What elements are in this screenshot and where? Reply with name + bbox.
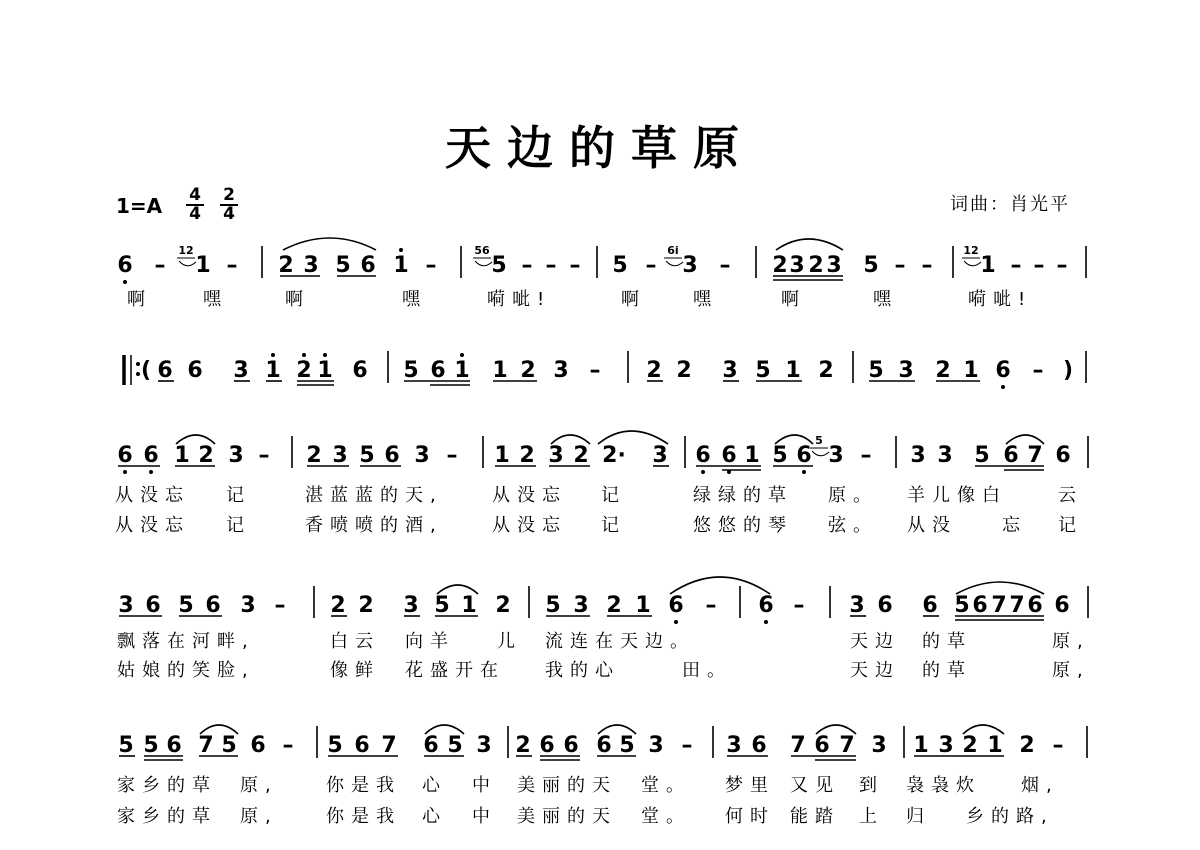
note: 6	[145, 593, 161, 618]
note: 6	[596, 733, 612, 758]
note: –	[681, 733, 693, 758]
note: 5	[359, 443, 375, 468]
note: –	[589, 358, 601, 383]
note: 2	[358, 593, 374, 618]
lyric: 袅袅炊	[906, 775, 981, 796]
note: 7	[790, 733, 806, 758]
note: 1	[195, 253, 211, 278]
note: 6	[117, 253, 133, 278]
note: 3	[828, 443, 844, 468]
octave-up-dot	[323, 353, 327, 357]
note: 7	[381, 733, 397, 758]
lyric: 忘	[1002, 515, 1027, 536]
note: 5	[545, 593, 561, 618]
lyric: 心	[422, 806, 447, 827]
score-row	[117, 726, 1087, 827]
lyric: 向羊	[405, 631, 455, 652]
lyric: 家乡的草	[117, 775, 217, 796]
note: 6	[695, 443, 711, 468]
note: 2	[296, 358, 312, 383]
lyric: 嘿	[873, 289, 898, 310]
note: 1	[494, 443, 510, 468]
lyric: 记	[226, 485, 251, 506]
lyric: 你是我	[326, 806, 401, 827]
note: 3	[648, 733, 664, 758]
note: 2	[935, 358, 951, 383]
lyric: 记	[226, 515, 251, 536]
song-title: 天边的草原	[445, 121, 755, 175]
octave-down-dot	[674, 620, 678, 624]
lyric: 啊	[781, 289, 806, 310]
octave-down-dot	[123, 470, 127, 474]
score-row	[124, 351, 1086, 389]
lyric: 姑娘的笑脸,	[117, 660, 255, 681]
note: 2	[495, 593, 511, 618]
lyric: 的草	[922, 631, 972, 652]
note: –	[705, 593, 717, 618]
note: –	[719, 253, 731, 278]
note: 2	[1019, 733, 1035, 758]
note: 6	[250, 733, 266, 758]
note: 6	[995, 358, 1011, 383]
lyric: 何时	[725, 806, 775, 827]
score-row	[117, 586, 1090, 681]
note: 1	[963, 358, 979, 383]
repeat-dot	[136, 372, 140, 376]
lyric: 香喷喷的酒,	[305, 515, 443, 536]
note: 1	[174, 443, 190, 468]
lyric: 你是我	[326, 775, 401, 796]
octave-down-dot	[802, 470, 806, 474]
grace-note: 12	[963, 244, 979, 257]
note: 5	[612, 253, 628, 278]
octave-down-dot	[123, 280, 127, 284]
time-signature-numerator: 2	[223, 185, 235, 205]
note: –	[793, 593, 805, 618]
lyric: 田。	[682, 660, 732, 681]
note: 1	[461, 593, 477, 618]
beams-and-slurs	[118, 238, 1044, 760]
note: 5	[221, 733, 237, 758]
note: –	[894, 253, 906, 278]
note: 2	[573, 443, 589, 468]
octave-down-dot	[701, 470, 705, 474]
note: 3	[682, 253, 698, 278]
note: 2·	[602, 443, 626, 468]
note: 1	[913, 733, 929, 758]
note: –	[226, 253, 238, 278]
note: 2	[962, 733, 978, 758]
lyric: 烟,	[1021, 775, 1059, 796]
note: 5	[447, 733, 463, 758]
note: 6	[1027, 593, 1043, 618]
lyric: 天边	[850, 631, 900, 652]
lyric: 原,	[1052, 631, 1090, 652]
note: 5	[143, 733, 159, 758]
grace-slur	[812, 451, 829, 456]
note: 6	[796, 443, 812, 468]
lyric: 白云	[330, 631, 380, 652]
note: 3	[722, 358, 738, 383]
lyric: 云	[1058, 485, 1083, 506]
note: 5	[491, 253, 507, 278]
note: 5	[327, 733, 343, 758]
grace-slur	[475, 261, 492, 266]
octave-up-dot	[271, 353, 275, 357]
note: 6	[668, 593, 684, 618]
note: 5	[335, 253, 351, 278]
lyric: 乡的路,	[966, 806, 1054, 827]
note: 5	[403, 358, 419, 383]
lyric: 从没忘	[492, 485, 567, 506]
note: 3	[332, 443, 348, 468]
lyric: 梦里	[725, 775, 775, 796]
note: 6	[157, 358, 173, 383]
lyric: 的草	[922, 660, 972, 681]
note: 7	[1009, 593, 1025, 618]
note: –	[425, 253, 437, 278]
note: 2	[306, 443, 322, 468]
lyric: 家乡的草	[117, 806, 217, 827]
note: 6	[758, 593, 774, 618]
note: 1	[980, 253, 996, 278]
lyric: 天边	[850, 660, 900, 681]
lyric: 湛蓝蓝的天,	[305, 485, 443, 506]
note: 6	[814, 733, 830, 758]
note: 3	[652, 443, 668, 468]
note: 5	[863, 253, 879, 278]
note: –	[921, 253, 933, 278]
octave-up-dot	[399, 248, 403, 252]
note: 6	[1003, 443, 1019, 468]
lyric: 原,	[1052, 660, 1090, 681]
note: 7	[839, 733, 855, 758]
note: 2	[519, 443, 535, 468]
lyric: 弦。	[828, 515, 878, 536]
note: 2	[646, 358, 662, 383]
note: 5	[434, 593, 450, 618]
note: 2	[198, 443, 214, 468]
note: 6	[205, 593, 221, 618]
lyric: 记	[601, 515, 626, 536]
lyric: 我的心	[545, 660, 620, 681]
note: 1	[492, 358, 508, 383]
lyric: 像鲜	[330, 660, 380, 681]
note: 2	[330, 593, 346, 618]
note: 3	[233, 358, 249, 383]
octave-down-dot	[764, 620, 768, 624]
lyric: 从没忘	[492, 515, 567, 536]
note: –	[274, 593, 286, 618]
note: 6	[166, 733, 182, 758]
note: 1	[265, 358, 281, 383]
lyric: 从没忘	[115, 515, 190, 536]
note: –	[1033, 253, 1045, 278]
time-signature-denominator: 4	[223, 204, 235, 224]
note: 6	[922, 593, 938, 618]
time-signature-denominator: 4	[189, 204, 201, 224]
note: 7	[198, 733, 214, 758]
lyric: 从没	[907, 515, 957, 536]
score-row	[117, 244, 1086, 310]
lyric: 堂。	[641, 775, 691, 796]
lyric: 从没忘	[115, 485, 190, 506]
lyric: 嗬呲!	[968, 289, 1033, 310]
time-signature-numerator: 4	[189, 185, 201, 205]
note: 3	[573, 593, 589, 618]
note: –	[1010, 253, 1022, 278]
note: 5	[619, 733, 635, 758]
note: 3	[553, 358, 569, 383]
note: 5	[178, 593, 194, 618]
lyric: 原,	[240, 775, 278, 796]
note: 3	[938, 733, 954, 758]
note: 6	[117, 443, 133, 468]
lyric: 啊	[621, 289, 646, 310]
note: 1	[317, 358, 333, 383]
note: 1	[635, 593, 651, 618]
octave-up-dot	[302, 353, 306, 357]
octave-down-dot	[1001, 385, 1005, 389]
note: 3	[476, 733, 492, 758]
note: 2	[515, 733, 531, 758]
lyric: 堂。	[641, 806, 691, 827]
lyric: 记	[601, 485, 626, 506]
note: –	[569, 253, 581, 278]
note: 7	[991, 593, 1007, 618]
lyric: 嘿	[203, 289, 228, 310]
note: –	[521, 253, 533, 278]
note: 2	[818, 358, 834, 383]
lyric: 记	[1058, 515, 1083, 536]
note: 2	[772, 253, 788, 278]
note: 6	[423, 733, 439, 758]
lyric: 飘落在河畔,	[117, 631, 255, 652]
note: 3	[548, 443, 564, 468]
note: 3	[789, 253, 805, 278]
note: 2	[676, 358, 692, 383]
score-row	[115, 434, 1088, 536]
note: –	[446, 443, 458, 468]
lyric: 花盛开在	[405, 660, 505, 681]
note: 3	[910, 443, 926, 468]
note: 6	[143, 443, 159, 468]
note: 6	[751, 733, 767, 758]
lyric: 悠悠的琴	[693, 515, 793, 536]
note: –	[860, 443, 872, 468]
note: –	[645, 253, 657, 278]
note: 3	[414, 443, 430, 468]
note: 1	[987, 733, 1003, 758]
note: 6	[360, 253, 376, 278]
lyric: 原。	[828, 485, 878, 506]
note: 6	[1054, 593, 1070, 618]
lyric: 美丽的天	[517, 775, 617, 796]
lyric: 心	[422, 775, 447, 796]
note: 2	[808, 253, 824, 278]
note: 1	[393, 253, 409, 278]
note: –	[282, 733, 294, 758]
lyric: 绿绿的草	[693, 485, 793, 506]
repeat-dot	[136, 362, 140, 366]
note: 6	[187, 358, 203, 383]
lyric: 到	[859, 775, 884, 796]
note: 3	[871, 733, 887, 758]
note: 6	[877, 593, 893, 618]
note: 5	[772, 443, 788, 468]
note: 6	[563, 733, 579, 758]
octave-up-dot	[460, 353, 464, 357]
note: )	[1062, 358, 1074, 383]
note: 5	[954, 593, 970, 618]
note: 1	[785, 358, 801, 383]
lyric: 羊儿像白	[907, 485, 1007, 506]
lyric: 啊	[127, 289, 152, 310]
note: (	[140, 358, 152, 383]
note: 3	[849, 593, 865, 618]
lyric: 原,	[240, 806, 278, 827]
notation-rows	[115, 244, 1090, 827]
note: –	[258, 443, 270, 468]
lyric: 中	[472, 775, 497, 796]
grace-slur	[179, 261, 196, 266]
note: 3	[726, 733, 742, 758]
note: 6	[384, 443, 400, 468]
note: 6	[539, 733, 555, 758]
note: 2	[606, 593, 622, 618]
grace-slur	[964, 261, 981, 266]
lyric: 嘿	[402, 289, 427, 310]
lyric: 上	[859, 806, 884, 827]
lyric: 嘿	[693, 289, 718, 310]
note: –	[1056, 253, 1068, 278]
note: 2	[278, 253, 294, 278]
note: 5	[118, 733, 134, 758]
note: 5	[755, 358, 771, 383]
grace-slur	[666, 261, 683, 266]
grace-note: 5	[815, 434, 823, 447]
note: 3	[118, 593, 134, 618]
note: 3	[228, 443, 244, 468]
note: 2	[520, 358, 536, 383]
octave-down-dot	[727, 470, 731, 474]
lyric: 归	[906, 806, 931, 827]
note: 1	[454, 358, 470, 383]
note: 3	[240, 593, 256, 618]
grace-note: 12	[178, 244, 194, 257]
lyric: 啊	[285, 289, 310, 310]
note: 6	[1055, 443, 1071, 468]
key-signature: 1=A	[116, 194, 163, 218]
lyric: 流连在天边。	[545, 631, 695, 652]
note: 6	[352, 358, 368, 383]
lyric: 中	[472, 806, 497, 827]
note: 3	[303, 253, 319, 278]
lyric: 美丽的天	[517, 806, 617, 827]
grace-note: 6i	[667, 244, 679, 257]
note: 3	[403, 593, 419, 618]
lyric: 嗬呲!	[487, 289, 552, 310]
note: 6	[721, 443, 737, 468]
note: 6	[972, 593, 988, 618]
lyric: 儿	[497, 631, 522, 652]
note: 1	[744, 443, 760, 468]
lyric: 能踏	[790, 806, 840, 827]
note: 5	[868, 358, 884, 383]
note: –	[545, 253, 557, 278]
note: 3	[898, 358, 914, 383]
note: 3	[937, 443, 953, 468]
grace-note: 56	[474, 244, 490, 257]
note: 7	[1027, 443, 1043, 468]
note: –	[1032, 358, 1044, 383]
note: 6	[430, 358, 446, 383]
lyric: 又见	[790, 775, 840, 796]
composer-credit: 词曲：肖光平	[950, 194, 1070, 215]
note: 3	[826, 253, 842, 278]
note: 6	[354, 733, 370, 758]
octave-down-dot	[149, 470, 153, 474]
note: –	[1052, 733, 1064, 758]
note: –	[154, 253, 166, 278]
note: 5	[974, 443, 990, 468]
